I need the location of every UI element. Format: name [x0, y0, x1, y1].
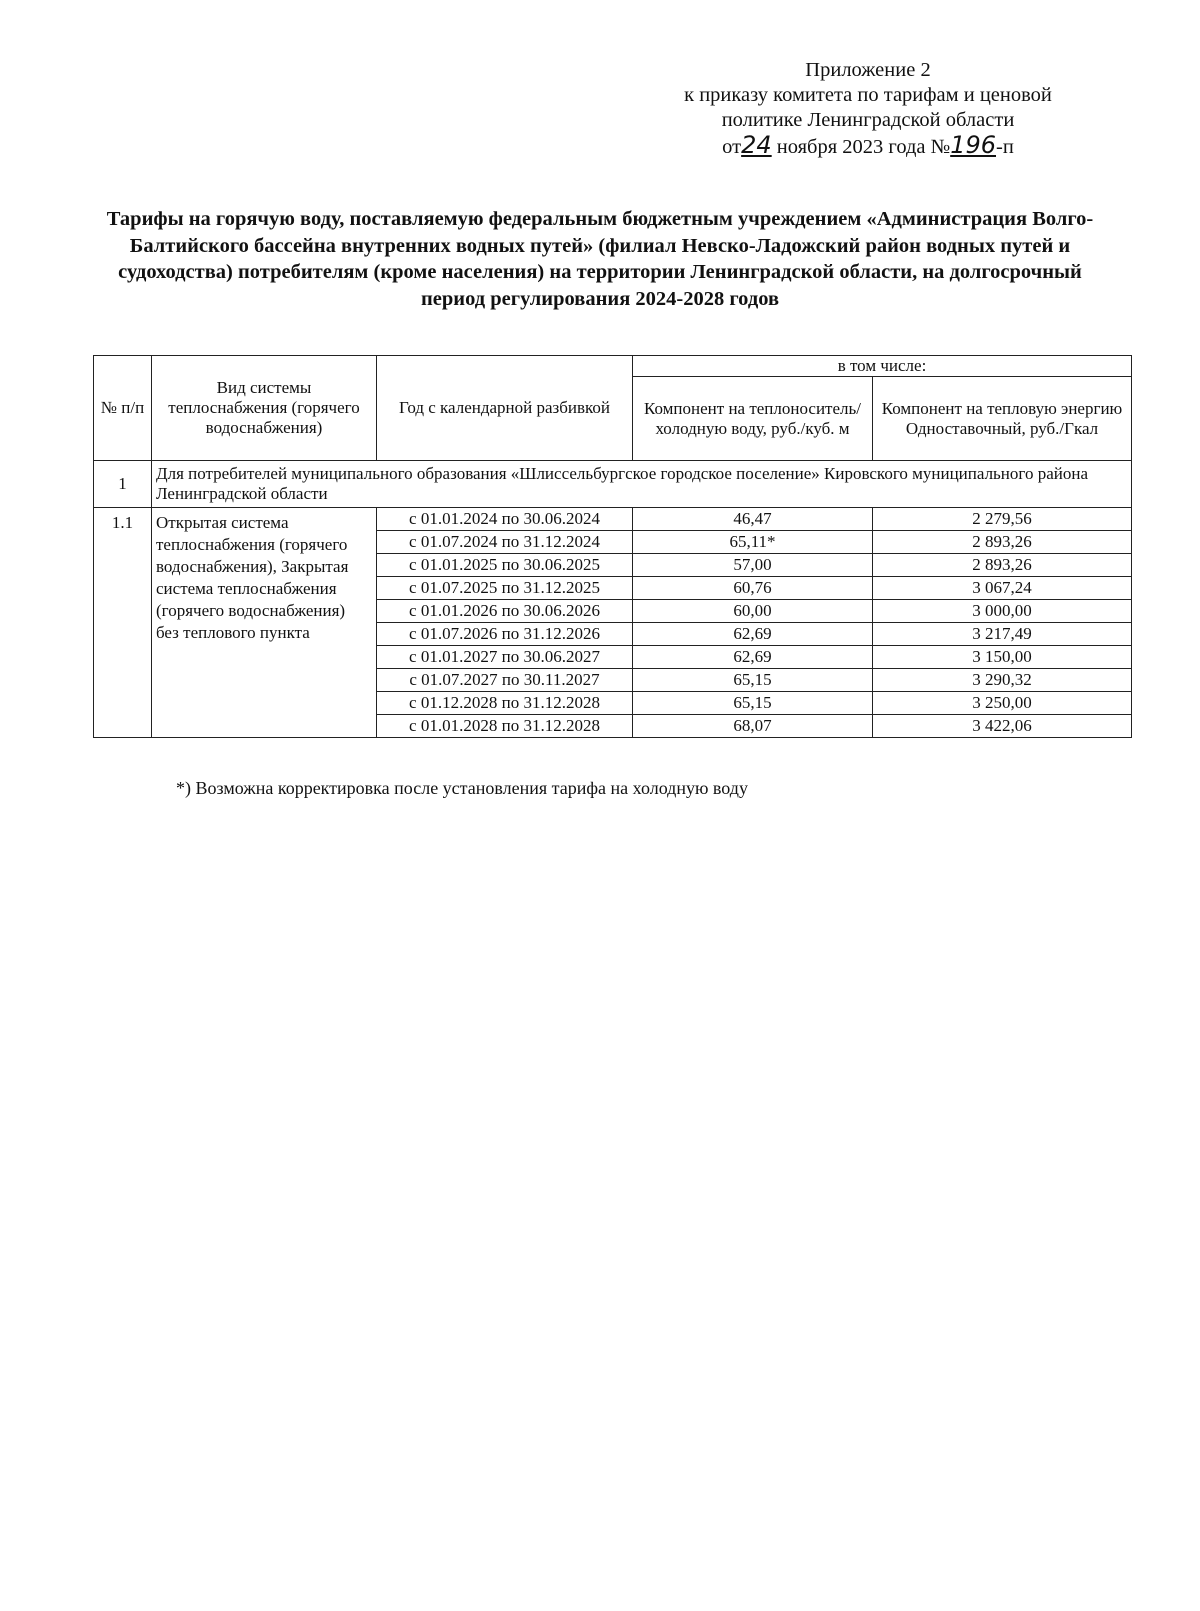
carrier-value-cell: 68,07 [633, 715, 873, 738]
header-num: № п/п [94, 356, 152, 461]
carrier-value-cell: 46,47 [633, 508, 873, 531]
table-row [94, 508, 1132, 531]
appendix-committee-line: политике Ленинградской области [721, 109, 1015, 131]
appendix-title: Приложение 2 [805, 59, 931, 81]
carrier-value-cell: 57,00 [633, 554, 873, 577]
energy-value-cell: 2 893,26 [873, 554, 1132, 577]
appendix-order-line: к приказу комитета по тарифам и ценовой [684, 84, 1052, 106]
header-including: в том числе: [633, 356, 1132, 377]
period-cell: с 01.01.2027 по 30.06.2027 [377, 646, 633, 669]
energy-value-cell: 3 000,00 [873, 600, 1132, 623]
period-cell: с 01.01.2025 по 30.06.2025 [377, 554, 633, 577]
energy-value-cell: 3 217,49 [873, 623, 1132, 646]
date-prefix: от [722, 136, 742, 158]
energy-value-cell: 2 893,26 [873, 531, 1132, 554]
date-month-year: ноября 2023 года № [776, 136, 951, 158]
carrier-value-cell: 65,11* [633, 531, 873, 554]
carrier-value-cell: 60,00 [633, 600, 873, 623]
system-type: Открытая система теплоснабжения (горячего водоснабжения), Закрытая система теплоснабжения (горячего водоснабжения) без теплового пункта [152, 508, 377, 738]
appendix-date-line [648, 133, 1088, 160]
period-cell: с 01.01.2026 по 30.06.2026 [377, 600, 633, 623]
carrier-value-cell: 65,15 [633, 669, 873, 692]
energy-value-cell: 3 250,00 [873, 692, 1132, 715]
tariff-rows [94, 508, 1132, 738]
header-carrier: Компонент на теплоноситель/холодную воду, руб./куб. м [633, 377, 873, 461]
footnote: *) Возможна корректировка после установления тарифа на холодную воду [176, 778, 748, 798]
energy-value-cell: 3 067,24 [873, 577, 1132, 600]
period-cell: с 01.07.2027 по 30.11.2027 [377, 669, 633, 692]
header-energy: Компонент на тепловую энергию Одноставочный, руб./Гкал [873, 377, 1132, 461]
carrier-value-cell: 62,69 [633, 623, 873, 646]
order-suffix: -п [996, 136, 1014, 158]
handwritten-number: 196 [950, 131, 996, 159]
group-num: 1 [94, 461, 152, 508]
subitem-num: 1.1 [94, 508, 152, 738]
tariff-table [93, 355, 1132, 738]
carrier-value-cell: 65,15 [633, 692, 873, 715]
carrier-value-cell: 62,69 [633, 646, 873, 669]
energy-value-cell: 3 150,00 [873, 646, 1132, 669]
period-cell: с 01.07.2025 по 31.12.2025 [377, 577, 633, 600]
period-cell: с 01.01.2028 по 31.12.2028 [377, 715, 633, 738]
period-cell: с 01.07.2024 по 31.12.2024 [377, 531, 633, 554]
period-cell: с 01.01.2024 по 30.06.2024 [377, 508, 633, 531]
header-system: Вид системы теплоснабжения (горячего водоснабжения) [152, 356, 377, 461]
energy-value-cell: 2 279,56 [873, 508, 1132, 531]
handwritten-day: 24 [741, 131, 772, 159]
header-period: Год с календарной разбивкой [377, 356, 633, 461]
document-title: Тарифы на горячую воду, поставляемую федеральным бюджетным учреждением «Администрация Волго-Балтийского бассейна внутренних водных путей» (филиал Невско-Ладожский район водных путей и судоходства) потребителям (кроме населения) на территории Ленинградской области, на долгосрочный период регулирования 2024-2028 годов [106, 208, 1094, 310]
period-cell: с 01.12.2028 по 31.12.2028 [377, 692, 633, 715]
energy-value-cell: 3 422,06 [873, 715, 1132, 738]
energy-value-cell: 3 290,32 [873, 669, 1132, 692]
carrier-value-cell: 60,76 [633, 577, 873, 600]
group-description: Для потребителей муниципального образования «Шлиссельбургское городское поселение» Кировского муниципального района Ленинградской области [152, 461, 1132, 508]
period-cell: с 01.07.2026 по 31.12.2026 [377, 623, 633, 646]
appendix-header [648, 58, 1088, 160]
